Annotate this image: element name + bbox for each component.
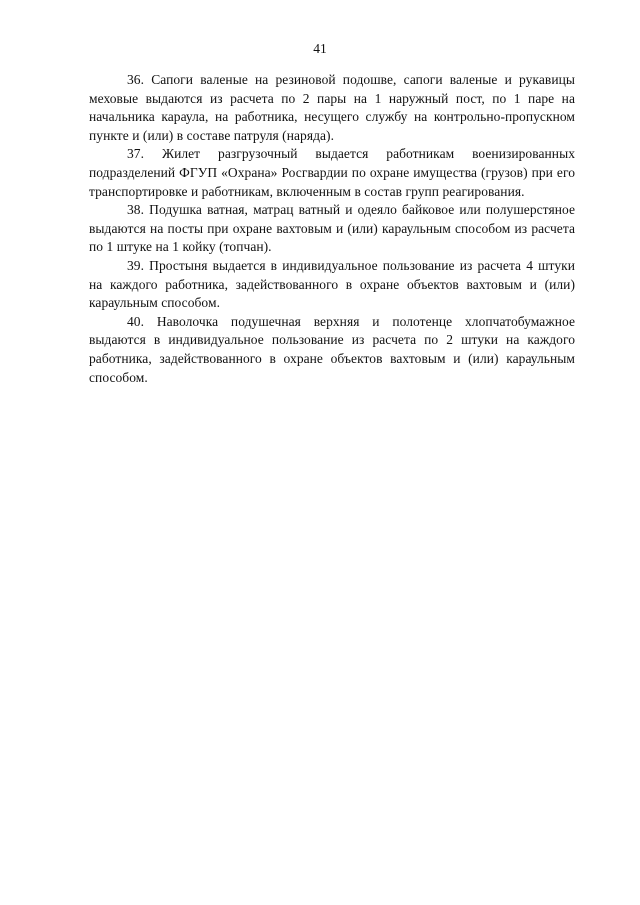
paragraph-text: Подушка ватная, матрац ватный и одеяло байковое или полушерстяное выдаются на посты при охране вахтовым и (или) караульным способом из расчета по 1 штуке на 1 койку (топчан).	[89, 202, 575, 255]
paragraph-37	[89, 145, 575, 201]
paragraph-text: Жилет разгрузочный выдается работникам военизированных подразделений ФГУП «Охрана» Росгвардии по охране имущества (грузов) при его транспортировке и работникам, включенным в состав групп реагирования.	[89, 146, 575, 199]
paragraph-text: Наволочка подушечная верхняя и полотенце хлопчатобумажное выдаются в индивидуальное пользование из расчета по 2 штуки на каждого работника, задействованного в охране объектов вахтовым и (или) караульным способом.	[89, 313, 575, 385]
paragraph-40	[89, 313, 575, 387]
paragraph-text: Сапоги валеные на резиновой подошве, сапоги валеные и рукавицы меховые выдаются из расчета по 2 пары на 1 наружный пост, по 1 паре на начальника караула, на работника, несущего службу на контрольно-пропускном пункте и (или) в составе патруля (наряда).	[89, 72, 575, 143]
paragraph-number: 39.	[127, 257, 145, 273]
paragraph-number: 40.	[127, 313, 145, 329]
paragraph-38	[89, 201, 575, 257]
paragraph-39	[89, 257, 575, 313]
page-number: 41	[313, 41, 327, 56]
paragraph-text: Простыня выдается в индивидуальное пользование из расчета 4 штуки на каждого работника, задействованного в охране объектов вахтовым и (или) караульным способом.	[89, 257, 575, 311]
paragraph-number: 36.	[127, 72, 145, 87]
document-body	[89, 71, 575, 387]
paragraph-number: 37.	[127, 146, 145, 162]
paragraph-number: 38.	[127, 202, 145, 218]
paragraph-36	[89, 71, 575, 145]
